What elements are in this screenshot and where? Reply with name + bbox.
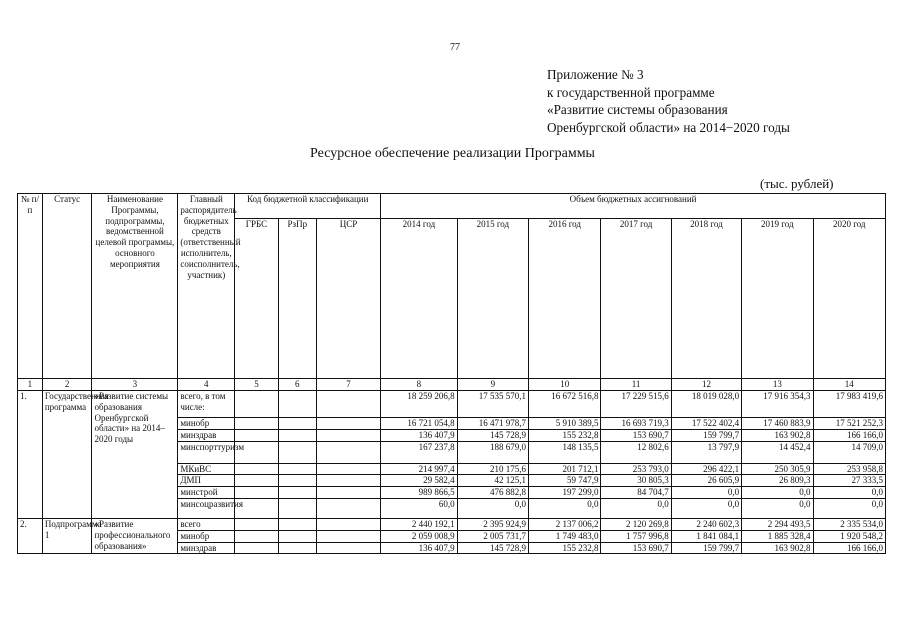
value-cell: 1 749 483,0 bbox=[529, 530, 601, 542]
budget-table bbox=[17, 193, 886, 554]
column-number: 8 bbox=[381, 379, 458, 391]
value-cell: 29 582,4 bbox=[381, 475, 458, 487]
value-cell: 27 333,5 bbox=[813, 475, 886, 487]
value-cell: 26 809,3 bbox=[742, 475, 813, 487]
value-cell: 17 535 570,1 bbox=[457, 391, 528, 418]
value-cell: 2 120 269,8 bbox=[601, 518, 671, 530]
header-year: 2020 год bbox=[813, 219, 886, 379]
code-cell bbox=[235, 487, 278, 499]
executor-cell: минобр bbox=[178, 418, 235, 430]
value-cell: 155 232,8 bbox=[529, 429, 601, 441]
value-cell: 253 793,0 bbox=[601, 463, 671, 475]
column-number: 13 bbox=[742, 379, 813, 391]
header-csr: ЦСР bbox=[316, 219, 380, 379]
code-cell bbox=[235, 530, 278, 542]
value-cell: 0,0 bbox=[457, 498, 528, 518]
code-cell bbox=[278, 530, 316, 542]
column-number: 10 bbox=[529, 379, 601, 391]
header-grbs: ГРБС bbox=[235, 219, 278, 379]
value-cell: 148 135,5 bbox=[529, 441, 601, 463]
header-code: Код бюджетной классификации bbox=[235, 194, 381, 219]
code-cell bbox=[278, 487, 316, 499]
appendix-line: к государственной программе bbox=[547, 84, 715, 100]
value-cell: 14 452,4 bbox=[742, 441, 813, 463]
units-label: (тыс. рублей) bbox=[760, 176, 834, 191]
code-cell bbox=[278, 441, 316, 463]
column-number: 2 bbox=[42, 379, 92, 391]
value-cell: 0,0 bbox=[742, 498, 813, 518]
executor-cell: всего bbox=[178, 518, 235, 530]
value-cell: 989 866,5 bbox=[381, 487, 458, 499]
header-year: 2016 год bbox=[529, 219, 601, 379]
value-cell: 17 916 354,3 bbox=[742, 391, 813, 418]
value-cell: 253 958,8 bbox=[813, 463, 886, 475]
header-num: № п/п bbox=[18, 194, 43, 379]
value-cell: 145 728,9 bbox=[457, 542, 528, 554]
header-year: 2017 год bbox=[601, 219, 671, 379]
code-cell bbox=[278, 391, 316, 418]
value-cell: 84 704,7 bbox=[601, 487, 671, 499]
value-cell: 2 335 534,0 bbox=[813, 518, 886, 530]
value-cell: 16 672 516,8 bbox=[529, 391, 601, 418]
value-cell: 476 882,8 bbox=[457, 487, 528, 499]
code-cell bbox=[278, 475, 316, 487]
executor-cell: минобр bbox=[178, 530, 235, 542]
appendix-line: Приложение № 3 bbox=[547, 67, 644, 82]
table-row bbox=[18, 518, 886, 530]
value-cell: 18 019 028,0 bbox=[671, 391, 741, 418]
value-cell: 17 522 402,4 bbox=[671, 418, 741, 430]
code-cell bbox=[235, 391, 278, 418]
value-cell: 163 902,8 bbox=[742, 429, 813, 441]
value-cell: 0,0 bbox=[671, 487, 741, 499]
code-cell bbox=[278, 498, 316, 518]
value-cell: 1 920 548,2 bbox=[813, 530, 886, 542]
code-cell bbox=[316, 498, 380, 518]
code-cell bbox=[316, 391, 380, 418]
value-cell: 296 422,1 bbox=[671, 463, 741, 475]
value-cell: 18 259 206,8 bbox=[381, 391, 458, 418]
column-number: 3 bbox=[92, 379, 178, 391]
value-cell: 0,0 bbox=[742, 487, 813, 499]
header-year: 2014 год bbox=[381, 219, 458, 379]
value-cell: 2 137 006,2 bbox=[529, 518, 601, 530]
header-year: 2018 год bbox=[671, 219, 741, 379]
value-cell: 2 005 731,7 bbox=[457, 530, 528, 542]
value-cell: 0,0 bbox=[671, 498, 741, 518]
code-cell bbox=[316, 518, 380, 530]
value-cell: 16 721 054,8 bbox=[381, 418, 458, 430]
document-title: Ресурсное обеспечение реализации Программы bbox=[310, 146, 595, 161]
value-cell: 0,0 bbox=[601, 498, 671, 518]
value-cell: 159 799,7 bbox=[671, 429, 741, 441]
header-name: Наименование Программы, подпрограммы, ведомственной целевой программы, основного мероприятия bbox=[92, 194, 178, 379]
value-cell: 250 305,9 bbox=[742, 463, 813, 475]
value-cell: 42 125,1 bbox=[457, 475, 528, 487]
code-cell bbox=[235, 518, 278, 530]
value-cell: 17 983 419,6 bbox=[813, 391, 886, 418]
section-number: 1. bbox=[18, 391, 43, 519]
page-number: 77 bbox=[450, 42, 460, 53]
header-year: 2015 год bbox=[457, 219, 528, 379]
column-number: 4 bbox=[178, 379, 235, 391]
value-cell: 2 059 008,9 bbox=[381, 530, 458, 542]
appendix-line: «Развитие системы образования bbox=[547, 102, 728, 117]
section-status: Подпрограмма 1 bbox=[42, 518, 92, 553]
value-cell: 16 471 978,7 bbox=[457, 418, 528, 430]
value-cell: 197 299,0 bbox=[529, 487, 601, 499]
value-cell: 136 407,9 bbox=[381, 429, 458, 441]
section-number: 2. bbox=[18, 518, 43, 553]
value-cell: 17 229 515,6 bbox=[601, 391, 671, 418]
value-cell: 60,0 bbox=[381, 498, 458, 518]
code-cell bbox=[316, 530, 380, 542]
column-number: 12 bbox=[671, 379, 741, 391]
value-cell: 159 799,7 bbox=[671, 542, 741, 554]
value-cell: 145 728,9 bbox=[457, 429, 528, 441]
executor-cell: минспорттуризм bbox=[178, 441, 235, 463]
value-cell: 153 690,7 bbox=[601, 542, 671, 554]
column-number-row bbox=[18, 379, 886, 391]
value-cell: 12 802,6 bbox=[601, 441, 671, 463]
code-cell bbox=[235, 475, 278, 487]
executor-cell: минстрой bbox=[178, 487, 235, 499]
value-cell: 1 757 996,8 bbox=[601, 530, 671, 542]
header-volume: Объем бюджетных ассигнований bbox=[381, 194, 886, 219]
code-cell bbox=[316, 441, 380, 463]
code-cell bbox=[278, 429, 316, 441]
code-cell bbox=[235, 429, 278, 441]
value-cell: 26 605,9 bbox=[671, 475, 741, 487]
executor-cell: ДМП bbox=[178, 475, 235, 487]
column-number: 14 bbox=[813, 379, 886, 391]
appendix-note bbox=[547, 66, 790, 136]
column-number: 9 bbox=[457, 379, 528, 391]
code-cell bbox=[316, 475, 380, 487]
column-number: 11 bbox=[601, 379, 671, 391]
value-cell: 1 885 328,4 bbox=[742, 530, 813, 542]
code-cell bbox=[316, 542, 380, 554]
header-grbs-main: Главный распорядитель бюджетных средств (ответственный исполнитель, соисполнитель, участник) bbox=[178, 194, 235, 379]
value-cell: 13 797,9 bbox=[671, 441, 741, 463]
value-cell: 210 175,6 bbox=[457, 463, 528, 475]
value-cell: 0,0 bbox=[813, 498, 886, 518]
executor-cell: минздрав bbox=[178, 542, 235, 554]
header-rzpr: РзПр bbox=[278, 219, 316, 379]
executor-cell: МКиВС bbox=[178, 463, 235, 475]
code-cell bbox=[316, 429, 380, 441]
value-cell: 1 841 084,1 bbox=[671, 530, 741, 542]
value-cell: 163 902,8 bbox=[742, 542, 813, 554]
column-number: 6 bbox=[278, 379, 316, 391]
section-name: «Развитие системы образования Оренбургской области» на 2014–2020 годы bbox=[92, 391, 178, 519]
code-cell bbox=[278, 418, 316, 430]
executor-cell: минздрав bbox=[178, 429, 235, 441]
value-cell: 2 240 602,3 bbox=[671, 518, 741, 530]
code-cell bbox=[235, 463, 278, 475]
value-cell: 166 166,0 bbox=[813, 429, 886, 441]
value-cell: 59 747,9 bbox=[529, 475, 601, 487]
code-cell bbox=[278, 542, 316, 554]
code-cell bbox=[278, 518, 316, 530]
value-cell: 188 679,0 bbox=[457, 441, 528, 463]
code-cell bbox=[316, 487, 380, 499]
executor-cell: всего, в том числе: bbox=[178, 391, 235, 418]
value-cell: 166 166,0 bbox=[813, 542, 886, 554]
appendix-line: Оренбургской области» на 2014−2020 годы bbox=[547, 119, 790, 135]
value-cell: 214 997,4 bbox=[381, 463, 458, 475]
header-status: Статус bbox=[42, 194, 92, 379]
value-cell: 16 693 719,3 bbox=[601, 418, 671, 430]
value-cell: 30 805,3 bbox=[601, 475, 671, 487]
value-cell: 201 712,1 bbox=[529, 463, 601, 475]
code-cell bbox=[235, 418, 278, 430]
section-status: Государственная программа bbox=[42, 391, 92, 519]
value-cell: 136 407,9 bbox=[381, 542, 458, 554]
code-cell bbox=[316, 463, 380, 475]
value-cell: 167 237,8 bbox=[381, 441, 458, 463]
value-cell: 0,0 bbox=[529, 498, 601, 518]
header-year: 2019 год bbox=[742, 219, 813, 379]
section-name: «Развитие профессионального образования» bbox=[92, 518, 178, 553]
value-cell: 2 440 192,1 bbox=[381, 518, 458, 530]
table-row bbox=[18, 391, 886, 418]
column-number: 5 bbox=[235, 379, 278, 391]
value-cell: 14 709,0 bbox=[813, 441, 886, 463]
value-cell: 5 910 389,5 bbox=[529, 418, 601, 430]
code-cell bbox=[278, 463, 316, 475]
column-number: 7 bbox=[316, 379, 380, 391]
value-cell: 2 294 493,5 bbox=[742, 518, 813, 530]
executor-cell: минсоцразвития bbox=[178, 498, 235, 518]
code-cell bbox=[235, 542, 278, 554]
value-cell: 155 232,8 bbox=[529, 542, 601, 554]
value-cell: 17 521 252,3 bbox=[813, 418, 886, 430]
code-cell bbox=[316, 418, 380, 430]
value-cell: 153 690,7 bbox=[601, 429, 671, 441]
value-cell: 2 395 924,9 bbox=[457, 518, 528, 530]
value-cell: 17 460 883,9 bbox=[742, 418, 813, 430]
value-cell: 0,0 bbox=[813, 487, 886, 499]
column-number: 1 bbox=[18, 379, 43, 391]
